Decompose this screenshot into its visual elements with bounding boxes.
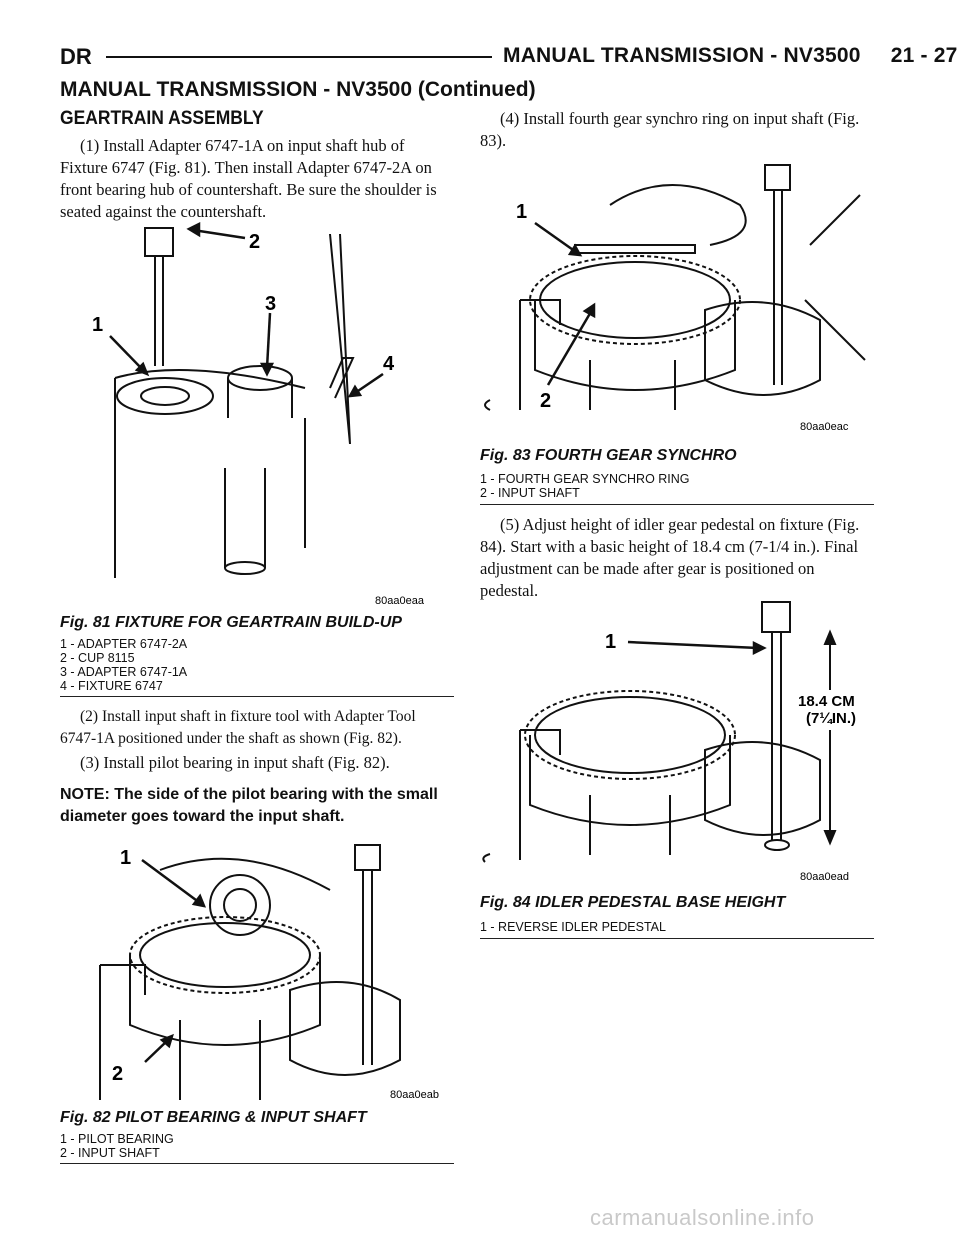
- paragraph-step-3: (3) Install pilot bearing in input shaft (Fig. 82).: [80, 753, 390, 772]
- fig81-rule: [60, 696, 454, 697]
- fig81-callouts: [85, 218, 430, 610]
- fig83-legend: [480, 472, 690, 500]
- fig84-legend-item: 1 - REVERSE IDLER PEDESTAL: [480, 920, 666, 934]
- fig81-code: 80aa0eaa: [375, 595, 424, 607]
- fig84-code: 80aa0ead: [800, 871, 849, 883]
- fig84-dimension-cm: 18.4 CM: [798, 693, 855, 710]
- fig84-callouts: [480, 600, 874, 885]
- fig84-callout-1: 1: [605, 631, 617, 653]
- fig81-legend: [60, 637, 187, 693]
- fig83-callouts: [480, 160, 874, 435]
- paragraph-step-2: (2) Install input shaft in fixture tool with Adapter Tool 6747-1A positioned under the shaft as shown (Fig. 82).: [60, 708, 416, 747]
- fig81-legend-item: 1 - ADAPTER 6747-2A: [60, 637, 188, 651]
- fig83-legend-item: 1 - FOURTH GEAR SYNCHRO RING: [480, 472, 690, 486]
- fig83-callout-1: 1: [516, 201, 528, 223]
- fig82-callouts: [60, 840, 454, 1105]
- fig82-caption: Fig. 82 PILOT BEARING & INPUT SHAFT: [60, 1109, 367, 1126]
- fig81-caption: Fig. 81 FIXTURE FOR GEARTRAIN BUILD-UP: [60, 614, 402, 631]
- fig84-caption: Fig. 84 IDLER PEDESTAL BASE HEIGHT: [480, 894, 786, 911]
- note-pilot-bearing: NOTE: The side of the pilot bearing with the small diameter goes toward the input shaft.: [60, 786, 438, 825]
- fig82-legend: [60, 1132, 174, 1160]
- fig82-rule: [60, 1163, 454, 1164]
- section-title: GEARTRAIN ASSEMBLY: [60, 108, 264, 129]
- fig82-legend-item: 2 - INPUT SHAFT: [60, 1146, 160, 1160]
- paragraph-step-1: (1) Install Adapter 6747-1A on input shaft hub of Fixture 6747 (Fig. 81). Then install Adapter 6747-2A on front bearing hub of countershaft. Be sure the shoulder is seated against the countershaft.: [60, 136, 437, 221]
- fig81-legend-item: 2 - CUP 8115: [60, 651, 135, 665]
- fig81-legend-item: 3 - ADAPTER 6747-1A: [60, 665, 188, 679]
- fig83-code: 80aa0eac: [800, 421, 849, 433]
- fig82-legend-item: 1 - PILOT BEARING: [60, 1132, 174, 1146]
- watermark[interactable]: carmanualsonline.info: [590, 1205, 815, 1230]
- paragraph-step-5: (5) Adjust height of idler gear pedestal on fixture (Fig. 84). Start with a basic height of 18.4 cm (7-1/4 in.). Final adjustment can be made after gear is positioned on pedestal.: [480, 515, 860, 600]
- fig81-legend-item: 4 - FIXTURE 6747: [60, 679, 163, 693]
- fig84-rule: [480, 938, 874, 939]
- fig81-callout-2: 2: [249, 231, 261, 253]
- fig83-legend-item: 2 - INPUT SHAFT: [480, 486, 580, 500]
- continued-title: MANUAL TRANSMISSION - NV3500 (Continued): [60, 78, 536, 101]
- fig83-rule: [480, 504, 874, 505]
- fig81-callout-3: 3: [265, 293, 277, 315]
- fig82-callout-1: 1: [120, 847, 132, 869]
- fig81-callout-4: 4: [383, 353, 395, 375]
- fig83-callout-2: 2: [540, 390, 552, 412]
- fig84-dimension-in: (7¼IN.): [806, 710, 857, 727]
- header-rule: [106, 56, 492, 58]
- header-left: DR: [60, 44, 92, 69]
- paragraph-step-4: (4) Install fourth gear synchro ring on input shaft (Fig. 83).: [480, 109, 860, 150]
- fig84-legend: [480, 920, 666, 934]
- fig83-caption: Fig. 83 FOURTH GEAR SYNCHRO: [480, 447, 737, 464]
- fig81-callout-1: 1: [92, 314, 104, 336]
- fig82-callout-2: 2: [112, 1063, 124, 1085]
- header-right: MANUAL TRANSMISSION - NV3500 21 - 27: [503, 44, 958, 67]
- fig82-code: 80aa0eab: [390, 1089, 439, 1101]
